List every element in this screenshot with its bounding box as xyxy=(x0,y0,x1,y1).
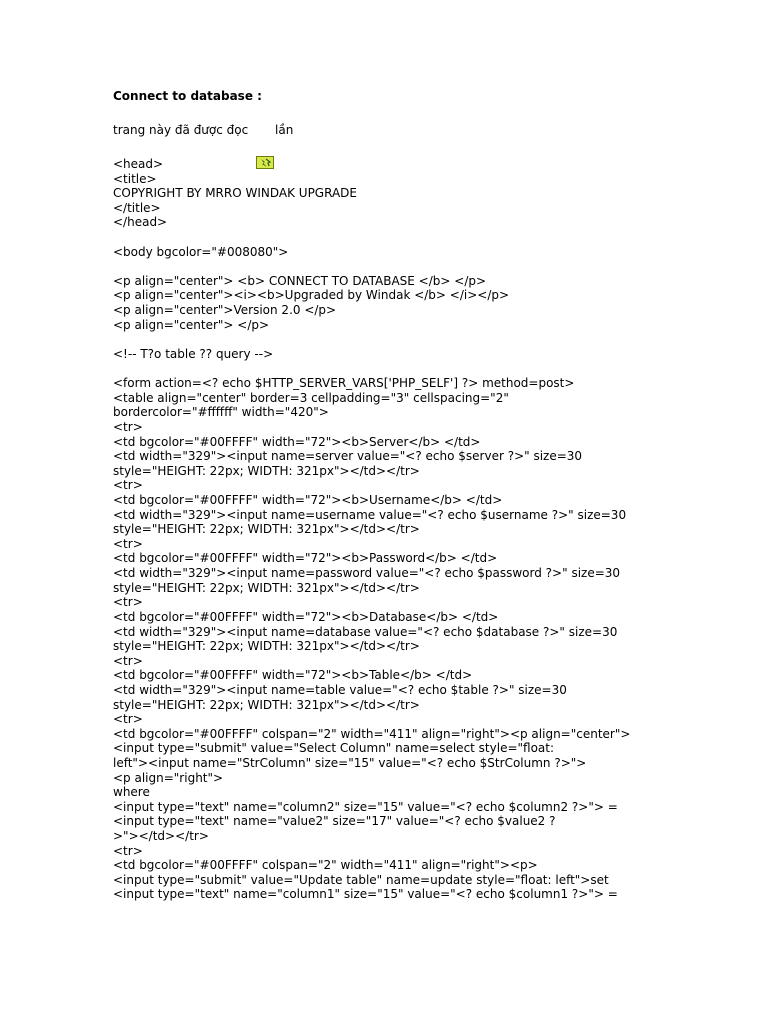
code-line: <input type="submit" value="Select Column" name=select style="float: xyxy=(113,741,555,756)
code-line: where xyxy=(113,785,150,800)
document-page xyxy=(113,88,753,902)
code-line: <head> xyxy=(113,157,164,171)
code-line: left"><input name="StrColumn" size="15" value="<? echo $StrColumn ?>"> xyxy=(113,755,587,770)
code-line: COPYRIGHT BY MRRO WINDAK UPGRADE xyxy=(113,186,357,201)
code-line: style="HEIGHT: 22px; WIDTH: 321px"></td></tr> xyxy=(113,697,420,712)
code-line: <form action=<? echo $HTTP_SERVER_VARS['PHP_SELF'] ?> method=post> xyxy=(113,376,575,391)
code-line: style="HEIGHT: 22px; WIDTH: 321px"></td></tr> xyxy=(113,580,420,595)
code-line: <input type="text" name="column2" size="15" value="<? echo $column2 ?>"> = xyxy=(113,799,618,814)
code-line xyxy=(113,230,753,245)
code-line: <p align="center"><i><b>Upgraded by Windak </b> </i></p> xyxy=(113,288,510,303)
code-line: <td bgcolor="#00FFFF" width="72"><b>Username</b> </td> xyxy=(113,493,503,508)
code-line: <tr> xyxy=(113,536,143,551)
code-line xyxy=(113,259,753,274)
code-line: <tr> xyxy=(113,843,143,858)
code-line: <tr> xyxy=(113,419,143,434)
counter-badge-icon xyxy=(256,124,274,137)
code-line: <p align="center"> <b> CONNECT TO DATABASE </b> </p> xyxy=(113,273,487,288)
code-line: <input type="text" name="column1" size="15" value="<? echo $column1 ?>"> = xyxy=(113,887,618,902)
code-line: <title> xyxy=(113,171,157,186)
code-line: </head> xyxy=(113,215,168,230)
code-line: <td width="329"><input name=password value="<? echo $password ?>" size=30 xyxy=(113,566,621,581)
code-line: <td bgcolor="#00FFFF" colspan="2" width="411" align="right"><p align="center"> xyxy=(113,726,631,741)
page-title: Connect to database : xyxy=(113,89,262,103)
code-line: style="HEIGHT: 22px; WIDTH: 321px"></td></tr> xyxy=(113,639,420,654)
code-line: style="HEIGHT: 22px; WIDTH: 321px"></td></tr> xyxy=(113,522,420,537)
code-line: <td bgcolor="#00FFFF" width="72"><b>Table</b> </td> xyxy=(113,668,473,683)
code-line: <td bgcolor="#00FFFF" colspan="2" width="411" align="right"><p> xyxy=(113,858,538,873)
code-line: <td width="329"><input name=database value="<? echo $database ?>" size=30 xyxy=(113,624,618,639)
code-line: <p align="center"> </p> xyxy=(113,317,270,332)
code-line: <td width="329"><input name=table value="<? echo $table ?>" size=30 xyxy=(113,682,567,697)
code-line: <input type="submit" value="Update table" name=update style="float: left">set xyxy=(113,872,609,887)
code-line xyxy=(113,362,753,377)
code-line: >"></td></tr> xyxy=(113,829,209,844)
code-line: <table align="center" border=3 cellpadding="3" cellspacing="2" xyxy=(113,390,509,405)
code-line: <tr> xyxy=(113,712,143,727)
counter-suffix-text: lần xyxy=(275,123,294,137)
code-line: <input type="text" name="value2" size="17" value="<? echo $value2 ? xyxy=(113,814,556,829)
code-line: <td bgcolor="#00FFFF" width="72"><b>Server</b> </td> xyxy=(113,434,481,449)
code-line: bordercolor="#ffffff" width="420"> xyxy=(113,405,329,420)
code-line: </title> xyxy=(113,200,161,215)
code-line: <!-- T?o table ?? query --> xyxy=(113,346,274,361)
code-line: <tr> xyxy=(113,478,143,493)
code-line: <td width="329"><input name=server value="<? echo $server ?>" size=30 xyxy=(113,449,583,464)
code-line: <td width="329"><input name=username value="<? echo $username ?>" size=30 xyxy=(113,507,627,522)
counter-prefix-text: trang này đã được đọc xyxy=(113,123,253,137)
code-line xyxy=(113,332,753,347)
code-line: <p align="right"> xyxy=(113,770,224,785)
view-counter-line xyxy=(113,122,753,138)
code-line: <td bgcolor="#00FFFF" width="72"><b>Database</b> </td> xyxy=(113,609,499,624)
code-line: <tr> xyxy=(113,653,143,668)
code-line: <body bgcolor="#008080"> xyxy=(113,244,289,259)
code-listing xyxy=(113,157,753,902)
code-line: <td bgcolor="#00FFFF" width="72"><b>Password</b> </td> xyxy=(113,551,498,566)
code-line: <p align="center">Version 2.0 </p> xyxy=(113,303,337,318)
code-line: style="HEIGHT: 22px; WIDTH: 321px"></td></tr> xyxy=(113,463,420,478)
code-line: <tr> xyxy=(113,595,143,610)
